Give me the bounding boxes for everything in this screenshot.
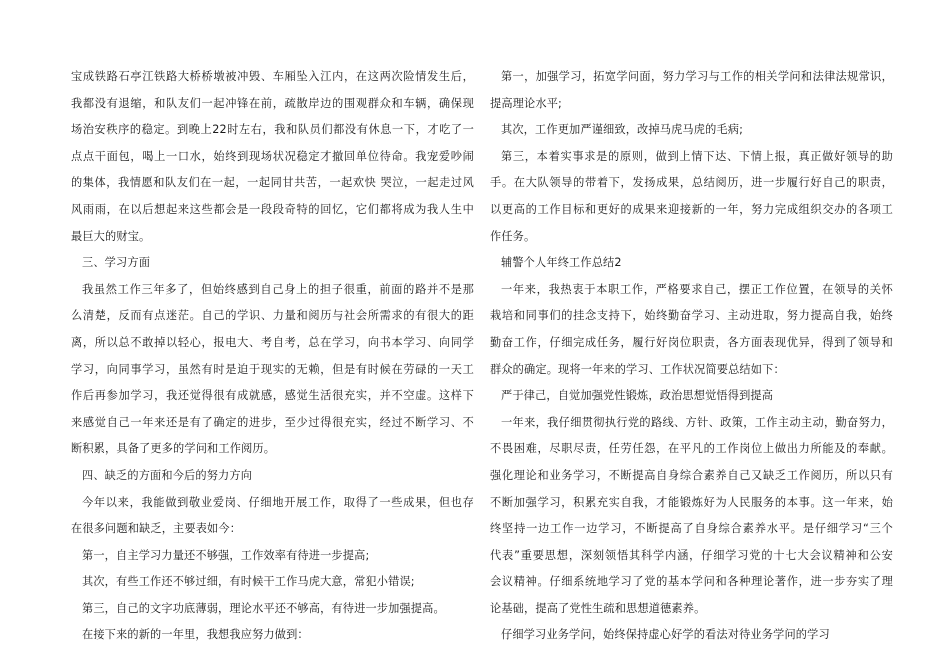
- text-line: 来感觉自己一年来还是有了确定的进步，至少过得很充实，经过不断学习、不: [71, 415, 474, 429]
- text-line: 的集体，我情愿和队友们在一起，一起同甘共苦，一起欢快 哭泣，一起走过风: [71, 176, 474, 190]
- text-line: 学习，向同事学习，虽然有时是迫于现实的无赖，但是有时候在劳碌的一天工: [71, 362, 474, 376]
- section-heading: 四、缺乏的方面和今后的努力方向: [82, 468, 253, 482]
- text-line: 群众的确定。现将一年来的学习、工作状况简要总结如下：: [490, 362, 785, 376]
- text-line: 其次，有些工作还不够过细，有时候干工作马虎大意，常犯小错误;: [82, 575, 415, 589]
- text-line: 作任务。: [490, 229, 536, 243]
- text-line: 在接下来的新的一年里，我想我应努力做到：: [82, 628, 309, 642]
- text-line: 手。在大队领导的带着下，发扬成果，总结阅历，进一步履行好自己的职责，: [490, 176, 893, 190]
- section-heading: 三、学习方面: [82, 256, 151, 270]
- text-line: 会议精神。仔细系统地学习了党的基本学问和各种理论著作，进一步夯实了理: [490, 575, 893, 589]
- text-line: 提高理论水平;: [490, 96, 562, 110]
- text-line: 在很多问题和缺乏，主要表如今：: [71, 522, 242, 536]
- text-line: 不断加强学习，积累充实自我，才能锻炼好为人民服务的本事。这一年来，始: [490, 495, 893, 509]
- text-line: 第三，自己的文字功底薄弱，理论水平还不够高，有待进一步加强提高。: [82, 601, 445, 615]
- text-line: 终坚持一边工作一边学习，不断提高了自身综合素养水平。是仔细学习“三个: [490, 522, 893, 536]
- text-line: 断积累，具备了更多的学问和工作阅历。: [71, 442, 276, 456]
- text-line: 一年来，我热衷于本职工作，严格要求自己，摆正工作位置，在领导的关怀: [501, 282, 893, 296]
- text-line: 第一，自主学习力量还不够强，工作效率有待进一步提高;: [82, 548, 370, 562]
- text-line: 论基础，提高了党性生疏和思想道德素养。: [490, 601, 706, 615]
- text-line: 我虽然工作三年多了，但始终感到自己身上的担子很重，前面的路并不是那: [82, 282, 474, 296]
- text-line: 强化理论和业务学习，不断提高自身综合素养自己又缺乏工作阅历，所以只有: [490, 468, 893, 482]
- text-line: 以更高的工作目标和更好的成果来迎接新的一年，努力完成组织交办的各项工: [490, 202, 893, 216]
- text-line: 风雨雨，在以后想起来这些都会是一段段奇特的回忆，它们都将成为我人生中: [71, 202, 474, 216]
- text-line: 第三，本着实事求是的原则，做到上情下达、下情上报，真正做好领导的助: [501, 149, 893, 163]
- text-line: 场治安秩序的稳定。到晚上22时左右，我和队员们都没有休息一下，才吃了一: [71, 123, 474, 137]
- text-line: 勤奋工作，仔细完成任务，履行好岗位职责，各方面表现优异，得到了领导和: [490, 335, 893, 349]
- text-line: 宝成铁路石亭江铁路大桥桥墩被冲毁、车厢坠入江内，在这两次险情发生后，: [71, 70, 474, 83]
- text-line: 严于律己，自觉加强党性锻炼，政治思想觉悟得到提高: [501, 389, 774, 403]
- text-line: 不畏困难，尽职尽责，任劳任怨，在平凡的工作岗位上做出力所能及的奉献。: [490, 442, 893, 456]
- right-text-column: [490, 64, 893, 649]
- text-line: 第一，加强学习，拓宽学问面，努力学习与工作的相关学问和法律法规常识，: [501, 70, 893, 83]
- text-line: 我都没有退缩，和队友们一起冲锋在前，疏散岸边的围观群众和车辆，确保现: [71, 96, 474, 110]
- text-line: 么清楚，反而有点迷茫。自己的学识、力量和阅历与社会所需求的有很大的距: [71, 309, 474, 323]
- text-line: 作后再参加学习，我还觉得很有成就感，感觉生活很充实，并不空虚。这样下: [71, 389, 474, 403]
- text-line: 栽培和同事们的挂念支持下，始终勤奋学习、主动进取，努力提高自我，始终: [490, 309, 893, 323]
- text-line: 今年以来，我能做到敬业爱岗、仔细地开展工作，取得了一些成果，但也存: [82, 495, 474, 509]
- left-text-column: [71, 64, 474, 649]
- text-line: 仔细学习业务学问，始终保持虚心好学的看法对待业务学问的学习: [501, 628, 830, 642]
- text-line: 其次，工作更加严谨细致，改掉马虎马虎的毛病;: [501, 123, 744, 137]
- text-line: 最巨大的财宝。: [71, 229, 151, 243]
- text-line: 离，所以总不敢掉以轻心，报电大、考自考，总在学习，向书本学习、向同学: [71, 335, 474, 349]
- section-heading: 辅警个人年终工作总结2: [501, 256, 622, 270]
- text-line: 点点干面包，喝上一口水，始终到现场状况稳定才撤回单位待命。我宠爱吵闹: [71, 149, 474, 163]
- text-line: 一年来，我仔细贯彻执行党的路线、方针、政策，工作主动主动，勤奋努力，: [501, 415, 893, 429]
- text-line: 代表”重要思想，深刻领悟其科学内涵，仔细学习党的十七大会议精神和公安: [490, 548, 893, 562]
